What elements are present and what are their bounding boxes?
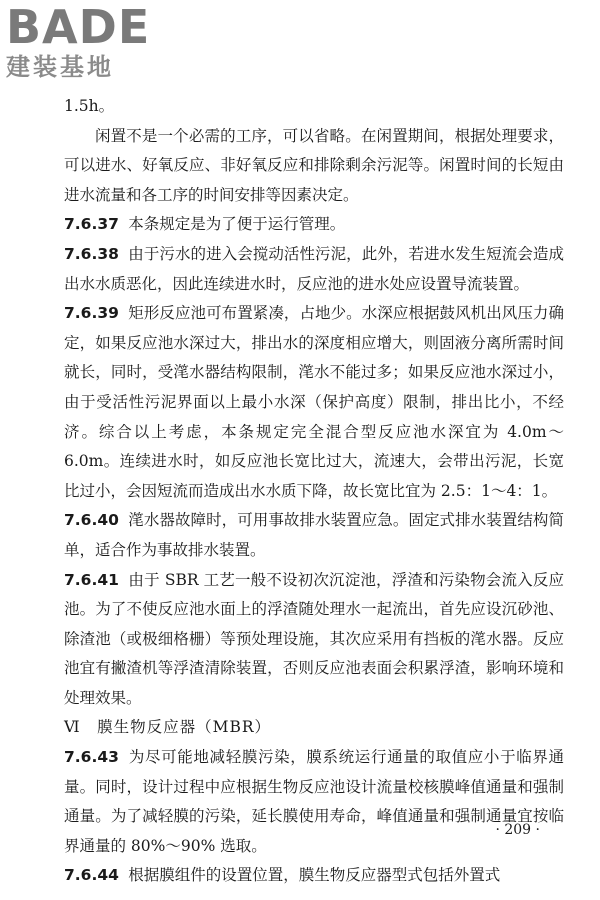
clause-7-6-37 [64,210,564,240]
paragraph-idle-phase: 闲置不是一个必需的工序，可以省略。在闲置期间，根据处理要求，可以进水、好氧反应、非好氧反应和排除剩余污泥等。闲置时间的长短由进水流量和各工序的时间安排等因素决定。 [64,126,564,204]
clause-text: 为尽可能地减轻膜污染，膜系统运行通量的取值应小于临界通量。同时，设计过程中应根据生物反应池设计流量校核膜峰值通量和强制通量。为了减轻膜的污染，延长膜使用寿命，峰值通量和强制通量宜按临界通量的 80%～90% 选取。 [64,748,564,855]
logo-subtitle: 建装基地 [6,53,114,81]
paragraph-continuation: 1.5h。 [64,97,115,115]
logo [6,0,176,82]
clause-7-6-38 [64,240,564,299]
clause-text: 根据膜组件的设置位置，膜生物反应器型式包括外置式 [128,866,501,885]
clause-7-6-39 [64,299,564,506]
clause-number: 7.6.40 [64,511,119,530]
clause-7-6-43 [64,743,564,861]
clause-number: 7.6.44 [64,866,119,885]
clause-text: 矩形反应池可布置紧凑，占地少。水深应根据鼓风机出风压力确定，如果反应池水深过大，排出水的深度相应增大，则固液分离所需时间就长，同时，受滗水器结构限制，滗水不能过多；如果反应池水深过小，由于受活性污泥界面以上最小水深（保护高度）限制，排出比小，不经济。综合以上考虑，本条规定完全混合型反应池水深宜为 4.0m～6.0m。连续进水时，如反应池长宽比过大，流速大，会带出污泥，长宽比过小，会因短流而造成出水水质下降，故长宽比宜为 2.5：1～4：1。 [64,304,564,500]
logo-wordmark: BADE [6,0,151,54]
clause-7-6-40 [64,506,564,565]
clause-number: 7.6.43 [64,748,119,767]
clause-text: 由于 SBR 工艺一般不设初次沉淀池，浮渣和污染物会流入反应池。为了不使反应池水面上的浮渣随处理水一起流出，首先应设沉砂池、除渣池（或极细格栅）等预处理设施，其次应采用有挡板的滗水器。反应池宜有撇渣机等浮渣清除装置，否则反应池表面会积累浮渣，影响环境和处理效果。 [64,570,564,707]
clause-number: 7.6.38 [64,244,119,263]
clause-text: 滗水器故障时，可用事故排水装置应急。固定式排水装置结构简单，适合作为事故排水装置。 [64,511,564,559]
clause-text: 本条规定是为了便于运行管理。 [128,215,346,234]
clause-7-6-41 [64,566,564,714]
document-body [64,92,564,891]
clause-7-6-44 [64,861,564,891]
clause-text: 由于污水的进入会搅动活性污泥，此外，若进水发生短流会造成出水水质恶化，因此连续进水时，反应池的进水处应设置导流装置。 [64,244,564,293]
clause-number: 7.6.41 [64,570,119,589]
page-number: · 209 · [495,822,540,838]
section-heading: Ⅵ 膜生物反应器（MBR） [64,718,272,737]
clause-number: 7.6.37 [64,215,119,234]
clause-number: 7.6.39 [64,304,119,323]
